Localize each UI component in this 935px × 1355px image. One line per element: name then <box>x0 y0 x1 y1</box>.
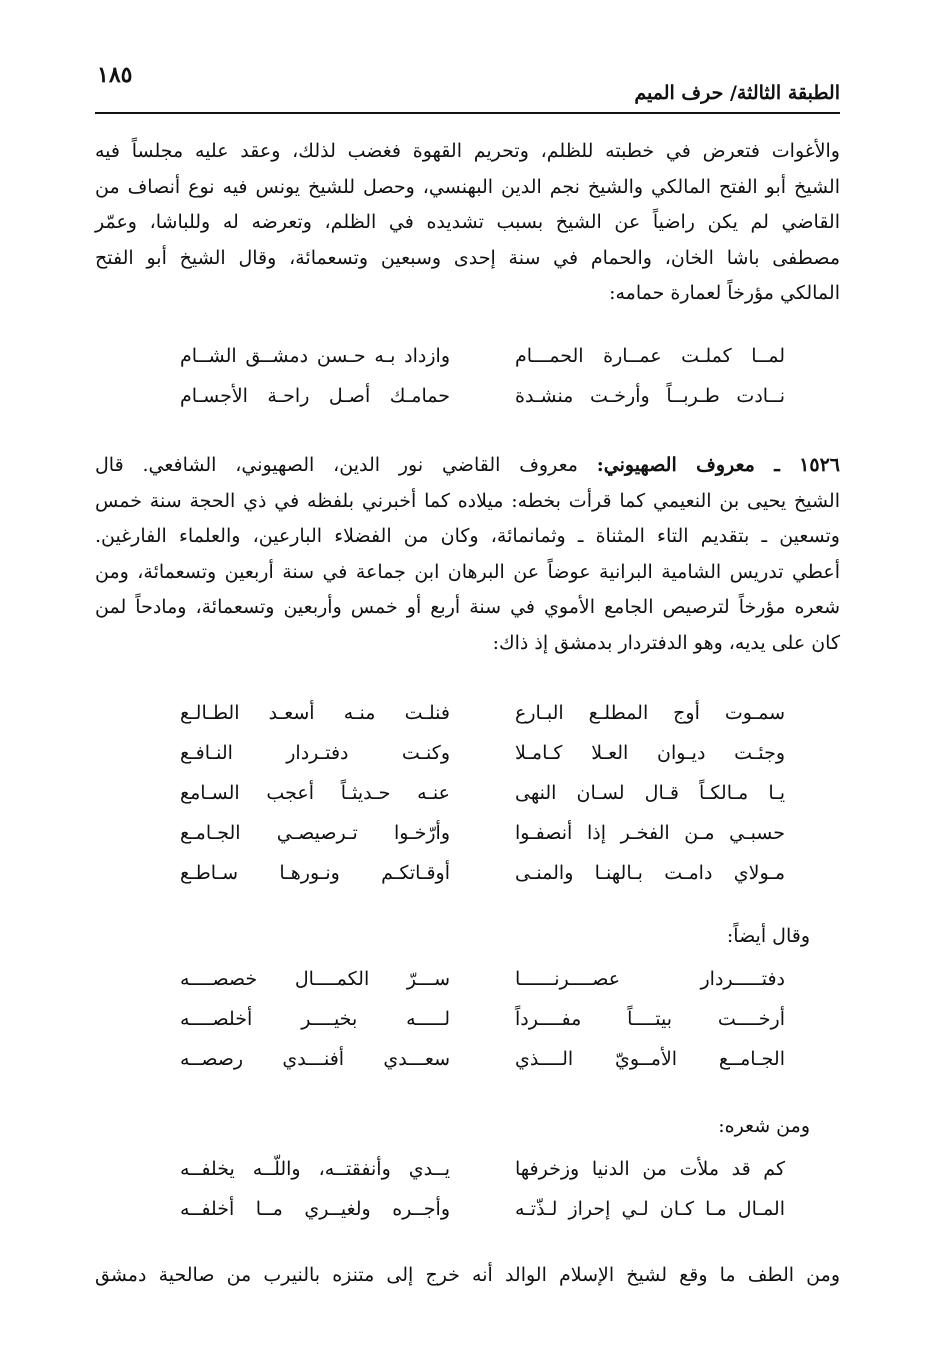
text-line: المالكي مؤرخاً لعمارة حمامه: <box>609 282 840 304</box>
entry-heading: ١٥٢٦ ـ معروف الصهيوني: <box>596 454 840 476</box>
verse-second-half: وأرّخـوا تـرصيصـي الجـامـع <box>180 822 450 844</box>
verse-second-half: وكنـت دفتـردار النـافـع <box>180 742 450 764</box>
verse-row <box>95 968 840 1008</box>
verse-second-half: عنـه حـديثـاً أعجب السـامع <box>180 782 450 804</box>
verse-first-half: وجئـت ديـوان العـلا كـامـلا <box>515 742 785 764</box>
verse-row <box>95 1048 840 1088</box>
verse-row <box>95 822 840 862</box>
verse-row <box>95 385 840 425</box>
text-line: والأغوات فتعرض في خطبته للظلم، وتحريم القهوة فغضب لذلك، وعقد عليه مجلساً فيه <box>95 140 840 162</box>
verse-first-half: يـا مـالكـاً قـال لسـان النهى <box>515 782 785 804</box>
verse-second-half: حمامـك أصـل راحـة الأجسـام <box>180 385 450 407</box>
verse-row <box>95 1158 840 1198</box>
verse-first-half: المـال مـا كـان لـي إحراز لـذّتـه <box>515 1198 785 1220</box>
text-line: الشيخ أبو الفتح المالكي والشيخ نجم الدين البهنسي، وحصل للشيخ يونس فيه نوع أنصاف من <box>95 175 840 198</box>
verse-second-half: لـــــه بخيــــر أخلصــــه <box>180 1008 450 1030</box>
verse-first-half: الجـامــع الأمــويّ الــــذي <box>515 1048 785 1070</box>
verse-first-half: دفتـــــردار عصــــرنــــــا <box>515 968 785 990</box>
running-title: الطبقة الثالثة/ حرف الميم <box>634 82 840 104</box>
verse-first-half: حسبـي مـن الفخـر إذا أنصفـوا <box>515 822 785 844</box>
verse-row <box>95 345 840 385</box>
verse-second-half: أوقـاتكـم ونـورهـا سـاطـع <box>180 862 450 884</box>
text-line: الشيخ يحيى بن النعيمي كما قرأت بخطه: ميلاده كما أخبرني بلفظه في ذي الحجة سنة خمس <box>95 489 840 512</box>
verse-second-half: فنلـت منـه أسعـد الطـالـع <box>180 702 450 724</box>
paragraph-2 <box>95 448 840 693</box>
verse-first-half: نــادت طـربــاً وأرخـت منشـدة <box>515 385 785 407</box>
verse-second-half: ســـرّ الكمــــال خصصــــه <box>180 968 450 990</box>
poem-2 <box>95 702 840 902</box>
text-line: مصطفى باشا الخان، والحمام في سنة إحدى وسبعين وتسعمائة، وقال الشيخ أبو الفتح <box>95 246 840 269</box>
verse-row <box>95 742 840 782</box>
verse-row <box>95 1008 840 1048</box>
page-number: ١٨٥ <box>97 62 133 88</box>
poem-intro: وقال أيضاً: <box>726 925 810 947</box>
text-line: ومن الطف ما وقع لشيخ الإسلام الوالد أنه خرج إلى متنزه بالنيرب من صالحية دمشق <box>95 1264 840 1286</box>
poem-intro: ومن شعره: <box>718 1115 810 1137</box>
poem-4 <box>95 1158 840 1238</box>
text-line: القاضي لم يكن راضياً عن الشيخ بسبب تشديده في الظلم، وتعرضه له وللباشا، وعمّر <box>95 211 840 233</box>
text-line: كان على يديه، وهو الدفتردار بدمشق إذ ذاك: <box>492 631 840 654</box>
paragraph-1 <box>95 134 840 349</box>
poem-3 <box>95 968 840 1088</box>
verse-row <box>95 782 840 822</box>
verse-first-half: لمــا كملـت عمــارة الحمـــام <box>515 345 785 367</box>
verse-second-half: وازداد بـه حـسن دمشــق الشــام <box>180 345 450 367</box>
verse-first-half: أرخــــت بيتــــاً مفــــرداً <box>515 1008 785 1030</box>
page-header <box>95 62 840 114</box>
verse-row <box>95 862 840 902</box>
verse-row <box>95 1198 840 1238</box>
entry-text: معروف القاضي نور الدين، الصهيوني، الشافعي. قال <box>95 454 597 476</box>
verse-row <box>95 702 840 742</box>
verse-first-half: كم قد ملأت من الدنيا وزخرفها <box>515 1158 785 1180</box>
text-line <box>95 448 840 484</box>
poem-1 <box>95 345 840 425</box>
verse-first-half: سمـوت أوج المطلـع البـارع <box>515 702 785 724</box>
text-line: شعره مؤرخاً لترصيص الجامع الأموي في سنة أربع أو خمس وأربعين وتسعمائة، ومادحاً لمن <box>95 596 840 618</box>
paragraph-3 <box>95 1258 840 1294</box>
verse-second-half: يــدي وأنفقتــه، واللّــه يخلفــه <box>180 1158 450 1180</box>
verse-second-half: سعـــدي أفنـــدي رصصــه <box>180 1048 450 1070</box>
verse-first-half: مـولاي دامـت بـالهنـا والمنـى <box>515 862 785 884</box>
verse-second-half: وأجــره ولغيــري مــا أخلفــه <box>180 1198 450 1220</box>
text-line: وتسعين ـ بتقديم التاء المثناة ـ وثمانمائة، وكان من الفضلاء البارعين، والعلماء الفارغين. <box>95 525 840 547</box>
text-line: أعطي تدريس الشامية البرانية عوضاً عن البرهان ابن جماعة في سنة أربعين وتسعمائة، ومن <box>95 560 840 583</box>
